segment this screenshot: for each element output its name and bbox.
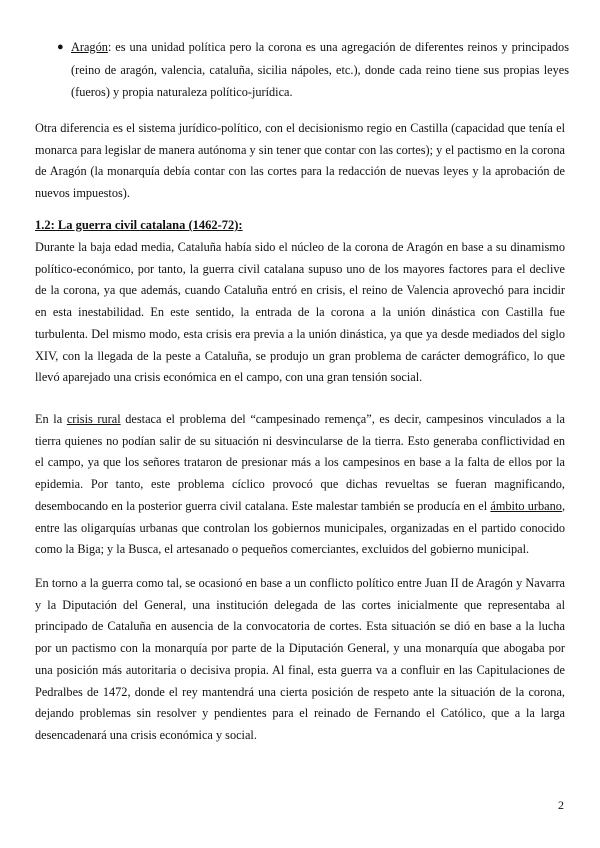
- p3-term-urban: ámbito urbano: [490, 498, 562, 513]
- bullet-term: Aragón: [71, 40, 108, 54]
- paragraph-war-itself: En torno a la guerra como tal, se ocasionó en base a un conflicto político entre Juan II de Aragón y Navarra y la Diputación del General, una institución delegada de las cortes inicialmente que representaba al principado de Cataluña en ausencia de la convocatoria de cortes. Esta situación se dió en base a la lucha por un pactismo con la monarquía por parte de la Diputación General, y una monarquía que abogaba por una posición más autoritaria o decisiva propia. Al final, esta guerra va a confluir en las Capitulaciones de Pedralbes de 1472, donde el rey mantendrá una cierta posición de respeto ante la situación de la corona, dejando problemas sin resolver y pendientes para el reinado de Fernando el Católico, que a la larga desencadenará una crisis económica y social.: [35, 576, 565, 742]
- p3-part3: , entre las oligarquías urbanas que controlan los gobiernos municipales, organizadas en el partido conocido como la Biga; y la Busca, el artesanado o pequeños comerciantes, excluidos del gobierno municipal.: [35, 498, 566, 557]
- p3-part2: destaca el problema del “campesinado remença”, es decir, campesinos vinculados a la tierra quienes no podían salir de su situación ni desvincularse de la tierra. Esto generaba conflictividad en el campo, ya que los señores trataron de presionar más a los campesinos en base a la falta de ellos por la epidemia. Por tanto, este problema cíclico provocó que dichas revueltas se fueran magnificando, desembocando en la posterior guerra civil catalana. Este malestar también se producía en el: [35, 412, 565, 513]
- section-heading: 1.2: La guerra civil catalana (1462-72):: [35, 218, 243, 232]
- paragraph-legal-systems: Otra diferencia es el sistema jurídico-político, con el decisionismo regio en Castilla (capacidad que tenía el monarca para legislar de manera autónoma y sin tener que contar con las cortes); y el pactismo en la corona de Aragón (la monarquía debía contar con las cortes para la redacción de nuevas leyes y la aprobación de nuevos impuestos).: [35, 121, 565, 201]
- bullet-description: : es una unidad política pero la corona es una agregación de diferentes reinos y principados (reino de aragón, valencia, cataluña, sicilia nápoles, etc.), donde cada reino tiene sus propias leyes (fueros) y propia naturaleza político-jurídica.: [71, 40, 569, 99]
- p3-part1: En la: [35, 412, 67, 426]
- paragraph-rural-urban-crisis: [35, 409, 565, 561]
- bullet-item-aragon: [57, 36, 569, 104]
- paragraph-catalan-decline: Durante la baja edad media, Cataluña había sido el núcleo de la corona de Aragón en base a su dinamismo político-económico, por tanto, la guerra civil catalana supuso uno de los mayores factores para el declive de la corona, ya que además, cuando Cataluña entró en crisis, el reino de Valencia aprovechó para incidir en esta inestabilidad. En este sentido, la entrada de la corona a la unión dinástica con Castilla fue turbulenta. Del mismo modo, esta crisis era previa a la unión dinástica, ya que ya desde mediados del siglo XIV, con la llegada de la peste a Cataluña, se produjo un gran problema de carácter demográfico, lo que llevó aparejado una crisis económica en el campo, con una gran tensión social.: [35, 240, 565, 385]
- p3-term-rural: crisis rural: [66, 412, 121, 426]
- bullet-text: [71, 36, 569, 104]
- page-number: 2: [558, 798, 564, 812]
- bullet-marker: ●: [57, 41, 64, 53]
